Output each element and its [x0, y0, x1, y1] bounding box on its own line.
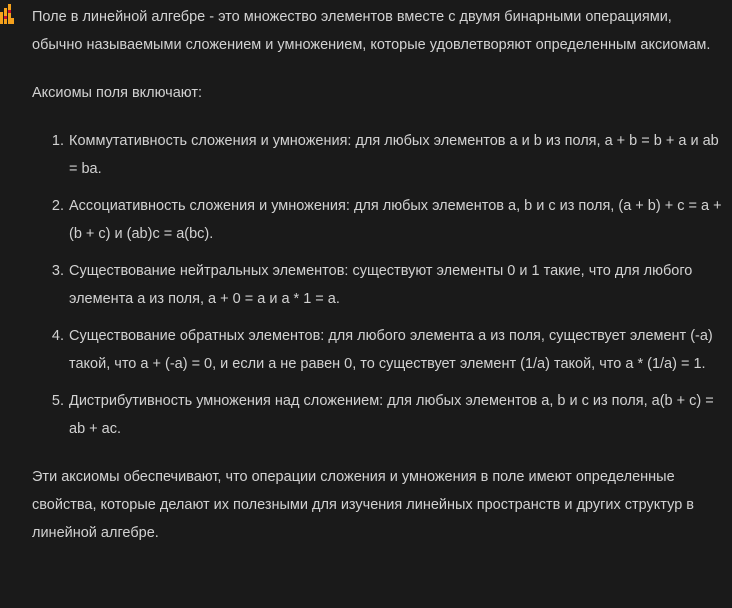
- intro-paragraph: Поле в линейной алгебре - это множество элементов вместе с двумя бинарными операциями, обычно называемыми сложением и умножением, которые удовлетворяют определенным аксиомам.: [32, 9, 711, 53]
- list-item: 2. Ассоциативность сложения и умножения: для любых элементов a, b и c из поля, (a + b) + c = a + (b + c) и (ab)c = a(bc).: [68, 192, 724, 248]
- conclusion-paragraph: Эти аксиомы обеспечивают, что операции сложения и умножения в поле имеют определенные свойства, которые делают их полезными для изучения линейных пространств и других структур в линейной алгебре.: [32, 469, 694, 541]
- list-item: 1. Коммутативность сложения и умножения: для любых элементов a и b из поля, a + b = b + a и ab = ba.: [68, 127, 724, 183]
- list-item: 4. Существование обратных элементов: для любого элемента a из поля, существует элемент (-a) такой, что a + (-a) = 0, и если a не равен 0, то существует элемент (1/a) такой, что a * (1/a) = 1.: [68, 322, 724, 378]
- message-content: [32, 3, 724, 547]
- list-item: 3. Существование нейтральных элементов: существуют элементы 0 и 1 такие, что для любого элемента a из поля, a + 0 = a и a * 1 = a.: [68, 257, 724, 313]
- list-item: 5. Дистрибутивность умножения над сложением: для любых элементов a, b и c из поля, a(b + c) = ab + ac.: [68, 387, 724, 443]
- axioms-list: [32, 127, 724, 443]
- axioms-heading: Аксиомы поля включают:: [32, 85, 203, 101]
- assistant-avatar-icon: [0, 4, 14, 24]
